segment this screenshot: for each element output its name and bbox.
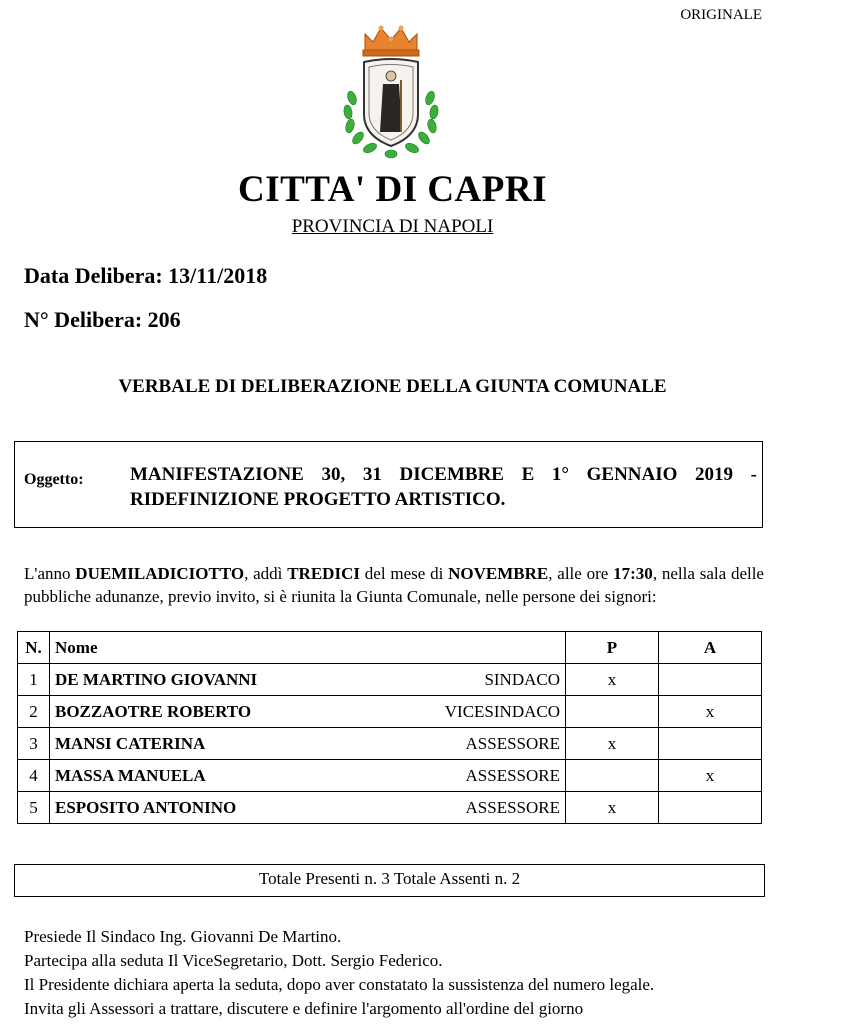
row-number: 5: [18, 792, 50, 824]
intro-text: , nella sala delle pubbliche adunanze, previo invito, si è riunita la Giunta Comunale, nelle persone dei signori:: [24, 564, 764, 606]
header-name: Nome: [50, 632, 566, 664]
province-subtitle: PROVINCIA DI NAPOLI: [291, 216, 494, 237]
deliberation-number: N° Delibera: 206: [24, 307, 181, 332]
coat-of-arms-icon: [338, 22, 444, 168]
table-row: [18, 760, 762, 792]
intro-month: NOVEMBRE: [448, 564, 549, 583]
member-name: ESPOSITO ANTONINO: [55, 797, 237, 817]
member-role: ASSESSORE: [465, 797, 560, 817]
table-row: [18, 792, 762, 824]
member-name: DE MARTINO GIOVANNI: [55, 669, 258, 689]
intro-text: L'anno: [24, 564, 76, 583]
row-number: 1: [18, 664, 50, 696]
absent-mark: [659, 664, 762, 696]
absent-mark: x: [659, 760, 762, 792]
table-row: [18, 696, 762, 728]
member-role: VICESINDACO: [444, 701, 560, 721]
present-mark: [566, 760, 659, 792]
deliberation-date: Data Delibera: 13/11/2018: [24, 263, 268, 288]
subject-label: Oggetto:: [24, 471, 84, 488]
intro-paragraph: [24, 562, 764, 608]
intro-text: del mese di: [359, 564, 449, 583]
intro-text: , addì: [244, 564, 288, 583]
subject-box: [14, 441, 763, 528]
footer-line: Presiede Il Sindaco Ing. Giovanni De Martino.: [24, 927, 342, 946]
member-role: ASSESSORE: [465, 765, 560, 785]
member-role: ASSESSORE: [465, 733, 560, 753]
header-number: N.: [18, 632, 50, 664]
row-number: 3: [18, 728, 50, 760]
absent-mark: [659, 792, 762, 824]
header-present: P: [566, 632, 659, 664]
verbale-title: VERBALE DI DELIBERAZIONE DELLA GIUNTA COMUNALE: [118, 376, 667, 397]
row-number: 2: [18, 696, 50, 728]
intro-day: TREDICI: [287, 564, 360, 583]
row-number: 4: [18, 760, 50, 792]
intro-text: , alle ore: [548, 564, 614, 583]
present-mark: x: [566, 792, 659, 824]
intro-year: DUEMILADICIOTTO: [75, 564, 245, 583]
member-name: MANSI CATERINA: [55, 733, 206, 753]
originale-label: ORIGINALE: [680, 7, 762, 23]
absent-mark: x: [659, 696, 762, 728]
city-title: CITTA' DI CAPRI: [237, 169, 547, 210]
attendance-table: [17, 631, 762, 824]
absent-mark: [659, 728, 762, 760]
present-mark: x: [566, 664, 659, 696]
table-row: [18, 728, 762, 760]
totals-summary: Totale Presenti n. 3 Totale Assenti n. 2: [14, 864, 765, 897]
present-mark: x: [566, 728, 659, 760]
footer-line: Partecipa alla seduta Il ViceSegretario, Dott. Sergio Federico.: [24, 951, 443, 970]
row-name-cell: [50, 760, 566, 792]
present-mark: [566, 696, 659, 728]
row-name-cell: [50, 664, 566, 696]
member-name: BOZZAOTRE ROBERTO: [55, 701, 252, 721]
row-name-cell: [50, 792, 566, 824]
subject-text: MANIFESTAZIONE 30, 31 DICEMBRE E 1° GENNAIO 2019 - RIDEFINIZIONE PROGETTO ARTISTICO.: [130, 464, 757, 510]
footer-line: Invita gli Assessori a trattare, discutere e definire l'argomento all'ordine del giorno: [24, 999, 584, 1018]
row-name-cell: [50, 696, 566, 728]
member-name: MASSA MANUELA: [55, 765, 206, 785]
table-header-row: [18, 632, 762, 664]
footer-line: Il Presidente dichiara aperta la seduta, dopo aver constatato la sussistenza del numero legale.: [24, 975, 655, 994]
row-name-cell: [50, 728, 566, 760]
header-absent: A: [659, 632, 762, 664]
table-row: [18, 664, 762, 696]
intro-time: 17:30: [613, 564, 653, 583]
member-role: SINDACO: [484, 669, 560, 689]
footer-text: [24, 925, 654, 1021]
